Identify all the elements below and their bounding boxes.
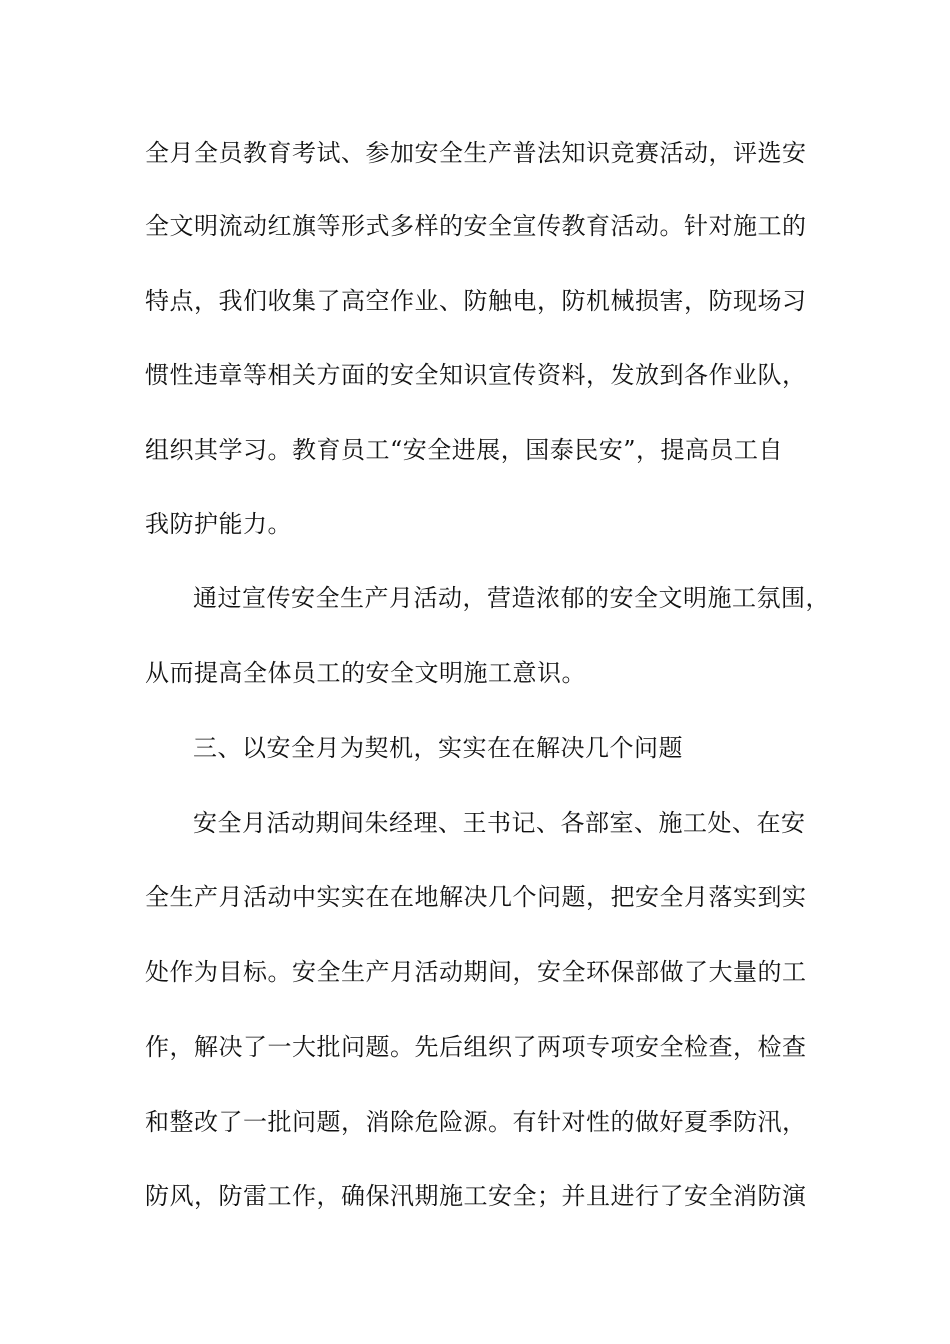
paragraph-line: 组织其学习。教育员工“安全进展，国泰民安”，提高员工自: [145, 436, 784, 464]
paragraph-line: 惯性违章等相关方面的安全知识宣传资料，发放到各作业队，: [145, 361, 807, 389]
paragraph-line: 我防护能力。: [145, 510, 292, 538]
paragraph-line: 作，解决了一大批问题。先后组织了两项专项安全检查，检查: [145, 1033, 807, 1061]
paragraph-line: 全月全员教育考试、参加安全生产普法知识竞赛活动，评选安: [145, 139, 807, 167]
paragraph-line: 处作为目标。安全生产月活动期间，安全环保部做了大量的工: [145, 958, 807, 986]
paragraph-line: 从而提高全体员工的安全文明施工意识。: [145, 659, 586, 687]
section-heading: 三、以安全月为契机，实实在在解决几个问题: [193, 734, 683, 762]
paragraph-line: 特点，我们收集了高空作业、防触电，防机械损害，防现场习: [145, 287, 807, 315]
paragraph-line: 通过宣传安全生产月活动，营造浓郁的安全文明施工氛围，: [193, 584, 830, 612]
paragraph-line: 全生产月活动中实实在在地解决几个问题，把安全月落实到实: [145, 883, 807, 911]
paragraph-line: 安全月活动期间朱经理、王书记、各部室、施工处、在安: [193, 809, 806, 837]
paragraph-line: 和整改了一批问题，消除危险源。有针对性的做好夏季防汛，: [145, 1108, 807, 1136]
paragraph-line: 防风，防雷工作，确保汛期施工安全；并且进行了安全消防演: [145, 1182, 807, 1210]
paragraph-line: 全文明流动红旗等形式多样的安全宣传教育活动。针对施工的: [145, 212, 807, 240]
